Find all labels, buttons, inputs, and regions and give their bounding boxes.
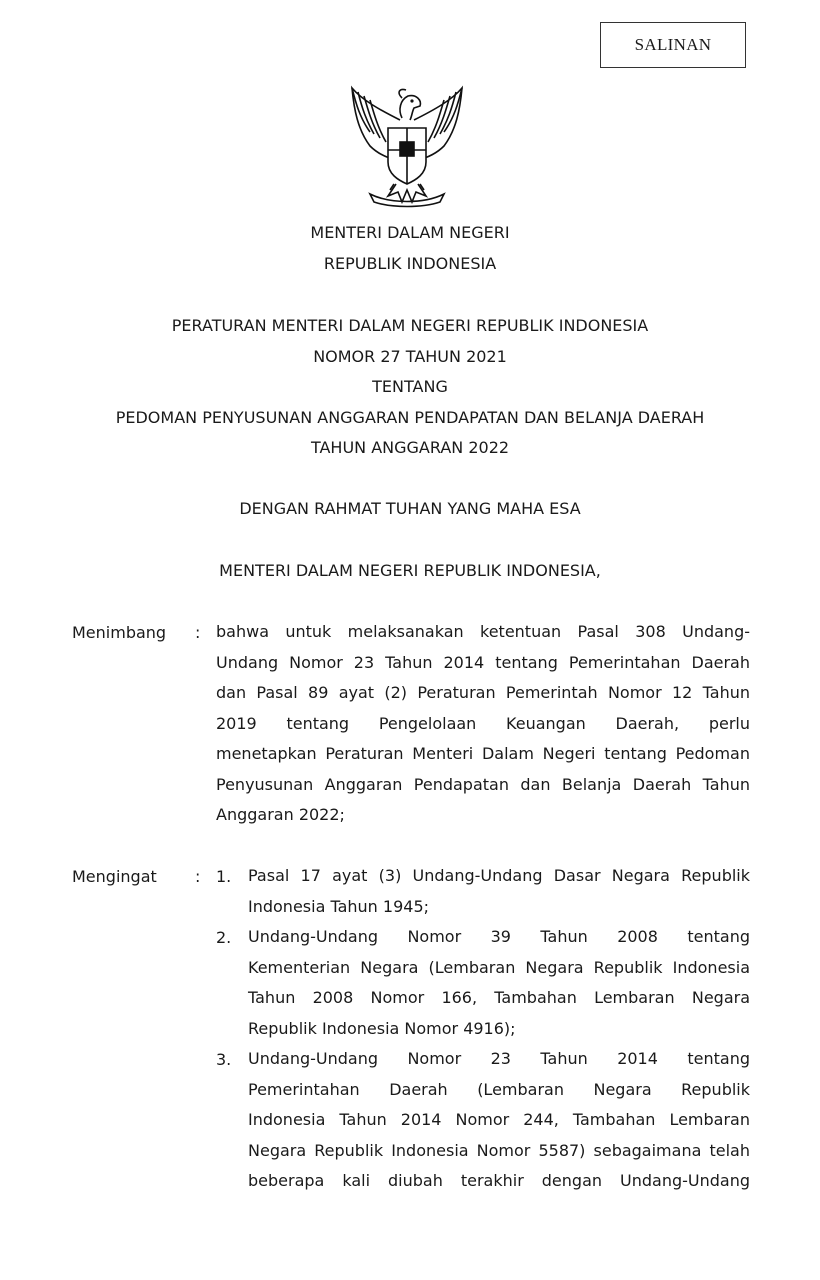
menimbang-line: dan Pasal 89 ayat (2) Peraturan Pemerintah Nomor 12 Tahun bbox=[216, 683, 750, 702]
header-line-1: MENTERI DALAM NEGERI bbox=[310, 223, 510, 242]
mengingat-item-1 bbox=[248, 861, 750, 922]
mengingat-colon: : bbox=[195, 867, 201, 886]
title-line-5: TAHUN ANGGARAN 2022 bbox=[310, 438, 510, 457]
item-line: Negara Republik Indonesia Nomor 5587) sebagaimana telah bbox=[248, 1140, 750, 1160]
menimbang-line: menetapkan Peraturan Menteri Dalam Negeri tentang Pedoman bbox=[216, 744, 750, 763]
menimbang-text bbox=[216, 617, 750, 831]
menimbang-line: bahwa untuk melaksanakan ketentuan Pasal 308 Undang- bbox=[216, 622, 750, 641]
invocation bbox=[0, 494, 820, 525]
header-line-2: REPUBLIK INDONESIA bbox=[323, 253, 497, 273]
title-line-4: PEDOMAN PENYUSUNAN ANGGARAN PENDAPATAN DAN BELANJA DAERAH bbox=[115, 407, 705, 427]
item-line: Undang-Undang Nomor 23 Tahun 2014 tentang bbox=[248, 1049, 750, 1068]
menimbang-label: Menimbang bbox=[72, 623, 167, 642]
menimbang-line: Undang Nomor 23 Tahun 2014 tentang Pemerintahan Daerah bbox=[216, 652, 750, 672]
item-line: Indonesia Tahun 1945; bbox=[248, 896, 430, 916]
regulation-title bbox=[0, 311, 820, 464]
menimbang-colon: : bbox=[195, 623, 201, 642]
menimbang-line: 2019 tentang Pengelolaan Keuangan Daerah, perlu bbox=[216, 713, 750, 733]
garuda-emblem-icon bbox=[340, 80, 474, 208]
mengingat-item-3 bbox=[248, 1044, 750, 1197]
mengingat-label: Mengingat bbox=[72, 867, 157, 886]
salinan-stamp: SALINAN bbox=[600, 22, 746, 68]
item-number: 1. bbox=[216, 867, 232, 886]
item-line: Undang-Undang Nomor 39 Tahun 2008 tentang bbox=[248, 927, 750, 946]
item-number: 2. bbox=[216, 928, 232, 947]
title-line-2: NOMOR 27 TAHUN 2021 bbox=[313, 346, 507, 366]
menimbang-line: Anggaran 2022; bbox=[216, 805, 345, 824]
item-number: 3. bbox=[216, 1050, 232, 1069]
title-line-1: PERATURAN MENTERI DALAM NEGERI REPUBLIK INDONESIA bbox=[171, 316, 649, 335]
mengingat-item-2 bbox=[248, 922, 750, 1044]
item-line: Tahun 2008 Nomor 166, Tambahan Lembaran Negara bbox=[248, 988, 750, 1007]
issuer-text: MENTERI DALAM NEGERI REPUBLIK INDONESIA, bbox=[219, 561, 601, 580]
item-line: Kementerian Negara (Lembaran Negara Republik Indonesia bbox=[248, 957, 750, 977]
ministry-header bbox=[0, 218, 820, 279]
item-line: Indonesia Tahun 2014 Nomor 244, Tambahan Lembaran bbox=[248, 1110, 750, 1129]
invocation-text: DENGAN RAHMAT TUHAN YANG MAHA ESA bbox=[239, 499, 581, 518]
issuer bbox=[0, 556, 820, 587]
title-line-3: TENTANG bbox=[372, 377, 448, 396]
item-line: Pasal 17 ayat (3) Undang-Undang Dasar Negara Republik bbox=[248, 866, 750, 885]
menimbang-line: Penyusunan Anggaran Pendapatan dan Belanja Daerah Tahun bbox=[216, 774, 750, 794]
item-line: Republik Indonesia Nomor 4916); bbox=[248, 1018, 516, 1038]
item-line: Pemerintahan Daerah (Lembaran Negara Republik bbox=[248, 1079, 750, 1099]
item-line: beberapa kali diubah terakhir dengan Undang-Undang bbox=[248, 1171, 750, 1190]
